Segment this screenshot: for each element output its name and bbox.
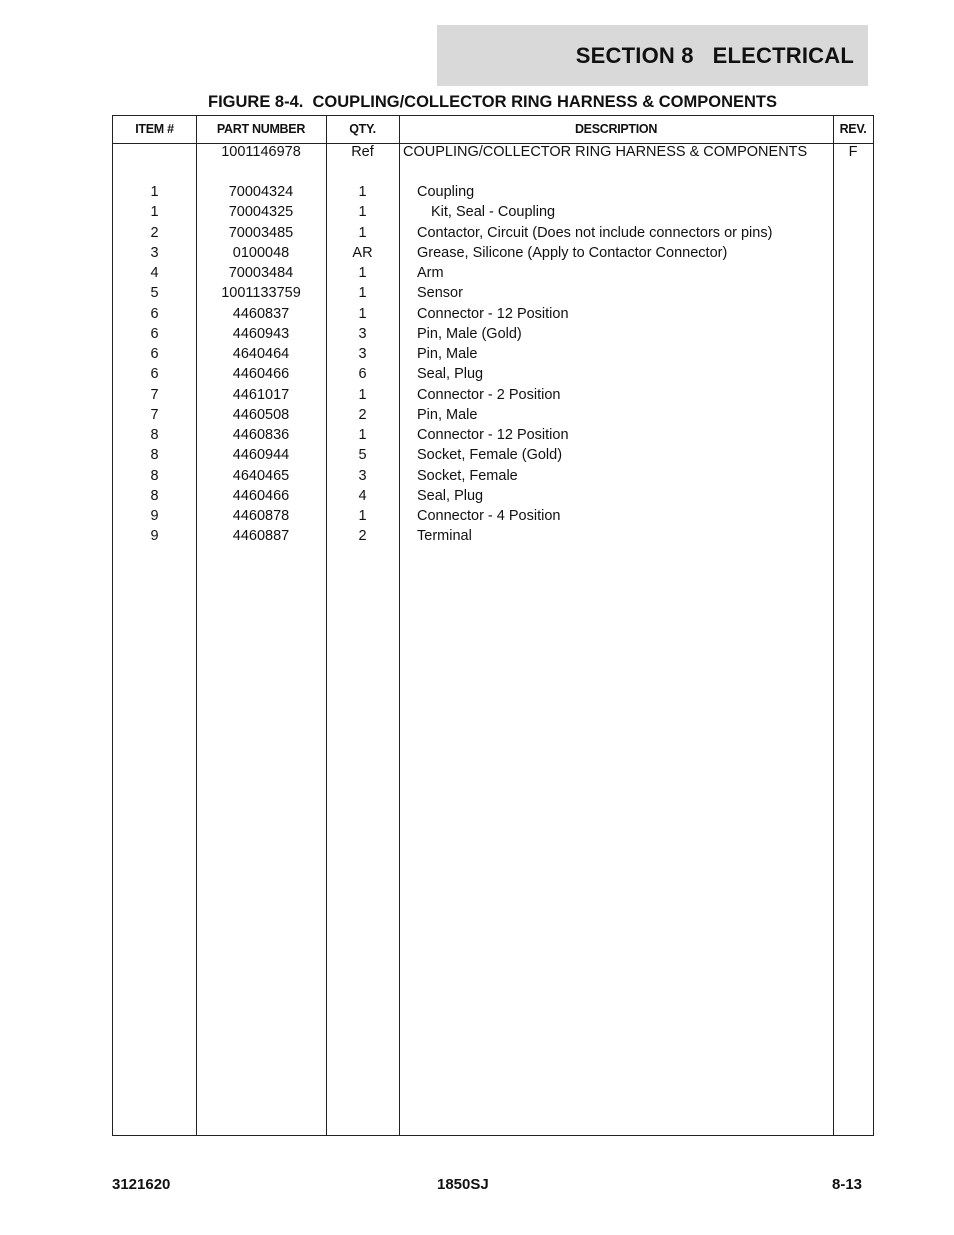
section-banner xyxy=(437,25,868,86)
table-row xyxy=(113,506,873,526)
item-number-cell: 1 xyxy=(150,184,159,200)
part-number-cell: 1001146978 xyxy=(221,144,301,160)
description-cell: Connector - 4 Position xyxy=(417,508,561,524)
item-number-cell: 6 xyxy=(150,346,159,362)
part-number-cell: 4460943 xyxy=(232,325,290,342)
description-cell: Grease, Silicone (Apply to Contactor Connector) xyxy=(417,244,728,261)
quantity-cell: Ref xyxy=(351,144,374,160)
part-number-cell: 70003484 xyxy=(228,265,294,281)
table-row xyxy=(113,466,873,486)
part-number-cell: 4460836 xyxy=(232,427,290,443)
table-row xyxy=(113,526,873,546)
item-number-cell: 8 xyxy=(150,447,159,464)
revision-cell: F xyxy=(848,144,858,160)
item-number-cell: 8 xyxy=(150,427,159,443)
quantity-cell: 1 xyxy=(358,285,367,302)
item-number-cell: 8 xyxy=(150,467,159,484)
table-row xyxy=(113,243,873,263)
footer-model: 1850SJ xyxy=(437,1176,489,1193)
description-cell: COUPLING/COLLECTOR RING HARNESS & COMPONENTS xyxy=(403,144,808,160)
table-row xyxy=(113,425,873,445)
quantity-cell: 1 xyxy=(358,305,367,322)
part-number-cell: 4461017 xyxy=(232,386,290,403)
item-number-cell: 6 xyxy=(150,325,159,342)
table-row xyxy=(113,263,873,283)
item-number-cell: 2 xyxy=(150,224,159,241)
item-number-cell: 9 xyxy=(150,528,159,545)
section-title: SECTION 8 ELECTRICAL xyxy=(575,42,854,68)
header-rev: REV. xyxy=(839,122,867,136)
table-row xyxy=(113,202,873,222)
table-row xyxy=(113,283,873,303)
part-number-cell: 70004325 xyxy=(228,204,294,221)
header-description: DESCRIPTION xyxy=(574,122,658,136)
quantity-cell: 1 xyxy=(358,386,367,403)
quantity-cell: 3 xyxy=(358,467,367,484)
part-number-cell: 1001133759 xyxy=(221,285,301,302)
description-cell: Connector - 12 Position xyxy=(417,305,569,322)
part-number-cell: 4640465 xyxy=(232,467,290,484)
part-number-cell: 0100048 xyxy=(232,244,290,261)
quantity-cell: 1 xyxy=(358,508,367,524)
item-number-cell: 8 xyxy=(150,487,159,504)
item-number-cell: 9 xyxy=(150,508,159,524)
part-number-cell: 70003485 xyxy=(228,224,294,241)
table-row xyxy=(113,405,873,425)
quantity-cell: 1 xyxy=(358,184,367,200)
table-row xyxy=(113,223,873,243)
item-number-cell: 3 xyxy=(150,244,159,261)
quantity-cell: 1 xyxy=(358,224,367,241)
header-qty: QTY. xyxy=(349,122,376,136)
table-row xyxy=(113,364,873,384)
table-row xyxy=(113,182,873,202)
quantity-cell: 3 xyxy=(358,325,367,342)
description-cell: Sensor xyxy=(417,285,463,302)
part-number-cell: 4460944 xyxy=(232,447,290,464)
description-cell: Socket, Female xyxy=(417,467,518,484)
quantity-cell: 4 xyxy=(358,487,367,504)
quantity-cell: 1 xyxy=(358,265,367,281)
part-number-cell: 4460837 xyxy=(232,305,290,322)
quantity-cell: 3 xyxy=(358,346,367,362)
description-cell: Coupling xyxy=(417,184,475,200)
description-cell: Seal, Plug xyxy=(417,366,484,383)
item-number-cell: 5 xyxy=(150,285,159,302)
table-row xyxy=(113,344,873,364)
figure-title: FIGURE 8-4. COUPLING/COLLECTOR RING HARNESS & COMPONENTS xyxy=(208,93,777,111)
part-number-cell: 4460887 xyxy=(232,528,290,545)
description-cell: Contactor, Circuit (Does not include connectors or pins) xyxy=(417,224,773,241)
description-cell: Seal, Plug xyxy=(417,487,484,504)
description-cell: Connector - 2 Position xyxy=(417,386,561,403)
part-number-cell: 4640464 xyxy=(232,346,290,362)
item-number-cell: 4 xyxy=(150,265,159,281)
part-number-cell: 4460508 xyxy=(232,406,290,423)
description-cell: Pin, Male xyxy=(417,406,478,423)
footer-page-number: 8-13 xyxy=(832,1176,863,1193)
quantity-cell: 1 xyxy=(358,204,367,221)
table-row xyxy=(113,445,873,465)
table-row xyxy=(113,142,873,162)
description-cell: Pin, Male xyxy=(417,346,478,362)
item-number-cell: 7 xyxy=(150,386,159,403)
header-part-number: PART NUMBER xyxy=(216,122,306,136)
item-number-cell: 1 xyxy=(150,204,159,221)
quantity-cell: 1 xyxy=(358,427,367,443)
table-row xyxy=(113,385,873,405)
part-number-cell: 70004324 xyxy=(228,184,294,200)
table-row xyxy=(113,304,873,324)
quantity-cell: AR xyxy=(352,244,373,261)
parts-table xyxy=(112,115,874,1136)
description-cell: Pin, Male (Gold) xyxy=(417,325,522,342)
description-cell: Kit, Seal - Coupling xyxy=(431,204,556,221)
header-item: ITEM # xyxy=(135,122,174,136)
item-number-cell: 6 xyxy=(150,305,159,322)
item-number-cell: 7 xyxy=(150,406,159,423)
description-cell: Socket, Female (Gold) xyxy=(417,447,563,464)
table-row xyxy=(113,486,873,506)
quantity-cell: 6 xyxy=(358,366,367,383)
description-cell: Connector - 12 Position xyxy=(417,427,569,443)
quantity-cell: 5 xyxy=(358,447,367,464)
table-row xyxy=(113,324,873,344)
description-cell: Arm xyxy=(417,265,444,281)
footer-doc-number: 3121620 xyxy=(112,1176,171,1193)
description-cell: Terminal xyxy=(417,528,472,545)
part-number-cell: 4460466 xyxy=(232,366,290,383)
quantity-cell: 2 xyxy=(358,528,367,545)
quantity-cell: 2 xyxy=(358,406,367,423)
part-number-cell: 4460466 xyxy=(232,487,290,504)
part-number-cell: 4460878 xyxy=(232,508,290,524)
item-number-cell: 6 xyxy=(150,366,159,383)
